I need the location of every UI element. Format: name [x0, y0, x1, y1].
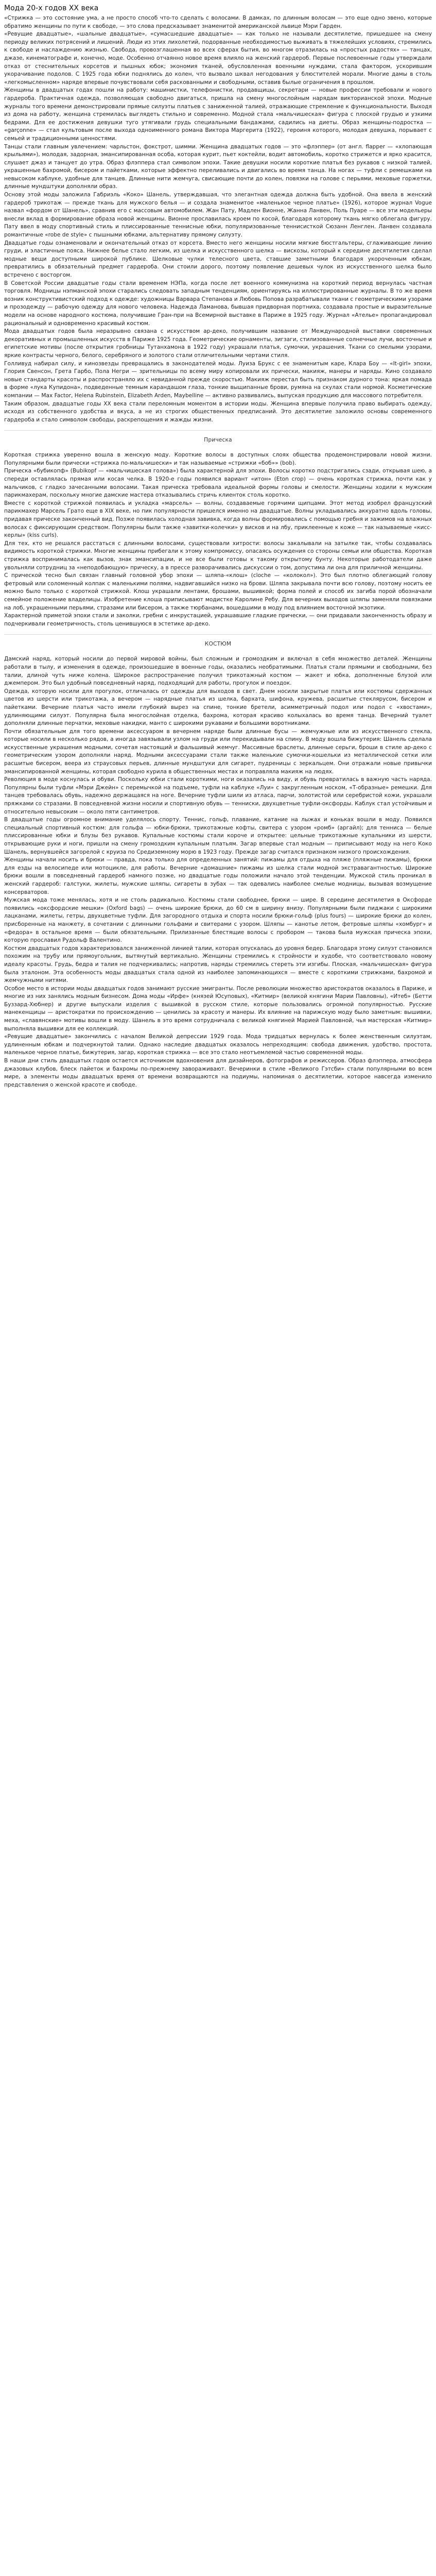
paragraph: Дамский наряд, который носили до первой мировой войны, был сложным и громоздким и включал в себя множество деталей. Женщины работали в тылу, и изменения в одежде, произошедшие в военные годы, оказались необратимыми. Платья стали прямыми и свободными, без талии, длиной чуть ниже колена. Широкое распространение получил трикотажный костюм — жакет и юбка, дополненные блузой или джемпером. Это был удобный повседневный наряд, подходящий для работы, прогулок и поездок.: [4, 656, 432, 687]
paragraph: Вместе с короткой стрижкой появилась и укладка «марсель» — волны, создаваемые горячими щипцами. Этот метод изобрел французский парикмахер Марсель Грато еще в XIX веке, но пик популярности пришелся именно на двадцатые. Волны укладывались аккуратно вдоль головы, придавая прическе законченный вид. Позже появилась холодная завивка, когда волны формировались с помощью гребня и зажимов на влажных волосах с фиксирующим средством. Популярны были также «завитки-колечки» у висков и на лбу, приклеенные к коже — так называемые «кисс-керлы» (kiss curls).: [4, 500, 432, 539]
paragraph: Для тех, кто не решался расстаться с длинными волосами, существовали хитрости: волосы закалывали на затылке так, чтобы создавалась видимость короткой стрижки. Многие женщины прибегали к этому компромиссу, опасаясь осуждения со стороны семьи или общества. Короткая стрижка воспринималась как вызов, знак эмансипации, и не все были готовы к такому открытому бунту. Некоторые работодатели даже увольняли сотрудниц за «неподобающую» прическу, а в прессе разворачивались дискуссии о том, допустима ли она для приличной женщины.: [4, 540, 432, 571]
paragraph: Голливуд набирал силу, и кинозвезды превращались в законодателей моды. Луиза Брукс с ее знаменитым каре, Клара Боу — «It-girl» эпохи, Глория Свенсон, Грета Гарбо, Пола Негри — зрительницы по всему миру копировали их прически, макияж, манеры и наряды. Кино создавало новые стандарты красоты и распространяло их с невиданной прежде скоростью. Макияж перестал быть признаком дурного тона: яркая помада в форме «лука Купидона», подведенные темным карандашом глаза, тонкие выщипанные брови, румяна на скулах стали нормой. Косметические компании — Max Factor, Helena Rubinstein, Elizabeth Arden, Maybelline — активно развивались, выпуская продукцию для массового потребителя.: [4, 360, 432, 399]
section-divider: [4, 634, 432, 635]
paragraph: Революция в моде коснулась и обуви. Поскольку юбки стали короткими, ноги оказались на виду, и обувь превратилась в важную часть наряда. Популярны были туфли «Мэри Джейн» с перемычкой на подъеме, туфли на каблуке «Луи» с закругленным носком, «Т-образные» ремешки. Для танцев требовалась обувь, надежно держащаяся на ноге. Вечерние туфли шили из атласа, парчи, золотистой или серебристой кожи, украшали пряжками со стразами. В повседневной жизни носили и спортивную обувь — тенниски, двухцветные туфли-оксфорды. Каблук стал устойчивым и относительно невысоким — около пяти сантиметров.: [4, 776, 432, 815]
paragraph: Характерной приметой эпохи стали и заколки, гребни с инкрустацией, украшавшие гладкие прически, — они придавали законченность образу и подчеркивали геометричность, столь ценившуюся в эстетике ар-деко.: [4, 613, 432, 627]
paragraph: Женщины начали носить и брюки — правда, пока только для определенных занятий: пижамы для отдыха на пляже (пляжные пижамы), брюки для езды на велосипеде или мотоцикле, для работы. Вечерние «домашние» пижамы из шелка стали модной экстравагантностью. Широкие брюки вошли в повседневный гардероб намного позже, но двадцатые годы положили начало этой тенденции. Мужской стиль проникал в женский гардероб: галстуки, жилеты, мужские шляпы, сигареты в зубах — так одевались наиболее смелые модницы, вызывая возмущение консерваторов.: [4, 857, 432, 895]
paragraph: Танцы стали главным увлечением: чарльстон, фокстрот, шимми. Женщина двадцатых годов — это «флэппер» (от англ. flapper — «хлопающая крыльями»), молодая, задорная, эмансипированная особа, которая курит, пьет коктейли, водит автомобиль, коротко стрижется и ярко красится, слушает джаз и танцует до утра. Образ флэппера стал символом эпохи. Такие девушки носили короткие платья без рукавов с низкой талией, украшенные бахромой, бисером и пайетками, которые эффектно переливались и двигались во время танца. На ногах — туфли с ремешками на невысоком каблуке, удобные для танцев. Длинные нити жемчуга, свисающие почти до колен, повязки на голове с перьями, меховые горжетки, длинные мундштуки дополняли образ.: [4, 143, 432, 190]
section-heading-costume: КОСТЮМ: [204, 641, 232, 648]
paragraph: В наши дни стиль двадцатых годов остается источником вдохновения для дизайнеров, фотографов и режиссеров. Образ флэппера, атмосфера джазовых клубов, блеск пайеток и бахромы по-прежнему завораживают. Вечеринки в стиле «Великого Гэтсби» стали популярными во всем мире, а элементы моды двадцатых время от времени возвращаются на подиумы, напоминая о десятилетии, которое навсегда изменило представления о женской красоте и свободе.: [4, 1058, 432, 1088]
paragraph: Мужская мода тоже менялась, хотя и не столь радикально. Костюмы стали свободнее, брюки — шире. В середине десятилетия в Оксфорде появились «оксфордские мешки» (Oxford bags) — очень широкие брюки, до 60 см в ширину внизу. Популярными были пиджаки с широкими лацканами, жилеты, гетры, двухцветные туфли. Для загородного отдыха и спорта носили брюки-гольф (plus fours) — широкие брюки до колен, присборенные на манжету, в сочетании с длинными гольфами и свитерами с узором. Шляпы — канотье летом, фетровые шляпы «хомбург» и «федора» в остальное время — были обязательными. Прилизанные блестящие волосы с пробором — такова была мужская прическа эпохи, которую прославил Рудольф Валентино.: [4, 897, 432, 944]
paragraph: Мода двадцатых годов была неразрывно связана с искусством ар-деко, получившим название от Международной выставки современных декоративных и промышленных искусств в Париже 1925 года. Геометрические орнаменты, зигзаги, стилизованные солнечные лучи, восточные и египетские мотивы (после открытия гробницы Тутанхамона в 1922 году) украшали платья, сумочки, украшения. Ткани со смелыми узорами, яркие контрасты черного, белого, серебряного и золотого стали отличительными чертами стиля.: [4, 328, 432, 359]
paragraph: Короткая стрижка уверенно вошла в женскую моду. Короткие волосы в доступных слоях общества продемонстрировали новой жизни. Популярными были прически «стрижка по-мальчишески» и так называемые «стрижки «боб»» (bob).: [4, 452, 432, 466]
paragraph: Основу этой моды заложила Габриэль «Коко» Шанель, утверждавшая, что элегантная одежда должна быть удобной. Она ввела в женский гардероб трикотаж — прежде ткань для мужского белья — и создала знаменитое «маленькое черное платье» (1926), которое журнал Vogue назвал «фордом от Шанель», сравнив его с массовым автомобилем. Жан Пату, Мадлен Вионне, Жанна Ланвен, Поль Пуаре — все эти модельеры внесли вклад в формирование образа новой женщины. Вионне прославилась кроем по косой, благодаря которому ткань мягко облегала фигуру. Пату ввел в моду спортивный стиль и плиссированные теннисные юбки, популяризованные теннисисткой Сюзанн Ленглен. Ланвен создавала романтичные «robe de style» с пышными юбками, альтернативу прямому силуэту.: [4, 192, 432, 239]
paragraph: Костюм двадцатых годов характеризовался заниженной линией талии, которая опускалась до уровня бедер. Благодаря этому силуэт становился похожим на трубу или прямоугольник, вытянутый вертикально. Женщины стремились к стройности и худобе, что соответствовало новому идеалу красоты. Грудь, бедра и талия не подчеркивались; напротив, наряды стремились стереть эти изгибы. Плоская, «мальчишеская» фигура была эталоном. Эта особенность моды двадцатых стала одной из наиболее запоминающихся — вместе с короткими стрижками, бахромой и жемчужными нитями.: [4, 945, 432, 984]
section-heading-hair: Прическа: [204, 437, 232, 444]
paragraph: Одежда, которую носили для прогулок, отличалась от одежды для выходов в свет. Днем носили закрытые платья или костюмы сдержанных цветов из шерсти или трикотажа, а вечером — нарядные платья из шелка, бархата, шифона, кружева, расшитые стеклярусом, бисером и пайетками. Вечерние платья часто имели глубокий вырез на спине, тонкие бретели, асимметричный подол или подол с «хвостами», удлиняющими силуэт. Популярна была многослойная отделка, бахрома, которая красиво колыхалась во время танца. Вечерний туалет дополняли длинные перчатки, меховые накидки, манто с широкими рукавами и большими воротниками.: [4, 688, 432, 727]
paragraph: С прической тесно был связан главный головной убор эпохи — шляпа-«клош» (cloche — «колокол»). Это был плотно облегающий голову фетровый или соломенный колпак с маленькими полями, надвигавшийся низко на брови. Шляпа закрывала почти всю голову, поэтому носить ее можно было только с короткой стрижкой. Клош украшали лентами, брошами, вышивкой; форма полей и способ их загиба порой обозначали семейное положение владелицы. Изобретение клоша приписывают модистке Каролине Ребу. Для вечерних выходов шляпы заменяли повязками на лоб, украшенными перьями, стразами или бисером, а также тюрбанами, вошедшими в моду под влиянием восточной экзотики.: [4, 572, 432, 611]
paragraph: В двадцатые годы огромное внимание уделялось спорту. Теннис, гольф, плавание, катание на лыжах и коньках вошли в моду. Появился специальный спортивный костюм: для гольфа — юбки-брюки, трикотажные кофты, свитера с узором «ромб» (аргайл); для тенниса — белые плиссированные юбки и блузы без рукавов. Купальные костюмы стали короче и открытее: цельные трикотажные купальники из шерсти, открывающие руки и ноги, пришли на смену громоздким купальным платьям. Загар впервые стал модным — приписывают моду на него Коко Шанель, вернувшейся загорелой с круиза по Средиземному морю в 1923 году. Прежде загар считался признаком низкого происхождения.: [4, 817, 432, 855]
article-hair: [4, 451, 432, 628]
paragraph: Особое место в истории моды двадцатых годов занимают русские эмигранты. После революции множество аристократов оказалось в Париже, и многие из них занялись модным бизнесом. Дома моды «Ирфе» (князей Юсуповых), «Китмир» (великой княгини Марии Павловны), «Итеб» (Бетти Буззард-Хюбнер) и другие выпускали изделия с вышивкой в русском стиле, которые пользовались огромной популярностью. Русские манекенщицы — аристократки по происхождению — ценились за красоту и манеры. Их влияние на парижскую моду было заметным: вышивки, меха, «славянские» мотивы вошли в моду. Шанель в это время сотрудничала с великой княгиней Марией Павловной, чья мастерская «Китмир» выполняла вышивки для ее коллекций.: [4, 985, 432, 1032]
page-title: Мода 20-х годов XX века: [4, 4, 99, 12]
paragraph: «Стрижка — это состояние ума, а не просто способ что-то сделать с волосами. В дамках, по длинным волосам — это еще одно звено, которые обратимо женщины по пути к свободе, — это слова предсказывает знаменитой американской львице Мэри Гарден.: [4, 15, 432, 29]
page: [0, 0, 436, 1099]
article-costume: [4, 655, 432, 1089]
article-intro: [4, 14, 432, 424]
paragraph: «Ревущие двадцатые» закончились с началом Великой депрессии 1929 года. Мода тридцатых вернулась к более женственным силуэтам, удлиненным юбкам и подчеркнутой талии. Однако наследие двадцатых оказалось непреходящим: свобода движения, удобство, простота, маленькое черное платье, бижутерия, загар, короткая стрижка — все это стало неотъемлемой частью современной моды.: [4, 1033, 432, 1056]
paragraph: Почти обязательным для того времени аксессуаром в вечернем наряде были длинные бусы — жемчужные или из искусственного стекла, которые носили в несколько рядов, а иногда завязывали узлом на груди или перекидывали на спину. В моду вошла бижутерия: Шанель сделала искусственные украшения модными, сочетая настоящий и фальшивый жемчуг. Массивные браслеты, длинные серьги, броши в стиле ар-деко с геометрическим узором дополняли наряд. Модными аксессуарами стали также маленькие сумочки-кошельки из металлической сетки или расшитые бисером, веера из страусовых перьев, длинные мундштуки для сигарет, пудреницы с зеркальцем. Они отражали новые привычки эмансипированной женщины, которая свободно курила в общественных местах и поправляла макияж на людях.: [4, 728, 432, 775]
paragraph: Таким образом, двадцатые годы XX века стали переломным моментом в истории моды. Женщина впервые получила право выбирать одежду, исходя из собственного удобства и вкуса, а не из строгих общественных предписаний. Это десятилетие заложило основы современного гардероба и стало символом свободы, раскрепощения и жажды жизни.: [4, 400, 432, 423]
paragraph: Двадцатые годы ознаменовали и окончательный отказ от корсета. Вместо него женщины носили мягкие бюстгальтеры, сглаживающие линию груди, и эластичные пояса. Нижнее белье стало легким, из шелка и искусственного шелка — вискозы, который к середине десятилетия сделал модные вещи доступными широкой публике. Шелковые чулки телесного цвета, ставшие заметными благодаря укороченным юбкам, превратились в обязательный предмет гардероба. Они стоили дорого, поэтому появление дешевых чулок из искусственного шелка было встречено с восторгом.: [4, 240, 432, 278]
section-divider: [4, 430, 432, 431]
paragraph: «Ревущие двадцатые», «шальные двадцатые», «сумасшедшие двадцатые» — как только не называли десятилетие, пришедшее на смену периоду великих потрясений и лишений. Люди из этих лихолетий, подорванные необходимостью выживать в тяжелейших условиях, стремились к свободе и наслаждению жизнью. Свобода, провозглашенная во всех сферах бытия, во многом отразилась на «простых радостях» — танцах, джазе, кинематографе и, конечно, моде. Особенно отчаянно новое время влияло на женский гардероб. Первые послевоенные годы утверждали отказ от стеснительных корсетов и пышных юбок; экономия тканей, обусловленная военными нуждами, стала фактором, ускорившим укорачивание подолов. С 1925 года юбки поднялись до колен, что вызвало шквал негодования у блюстителей морали. Многие дамы в столь «легкомысленном» наряде впервые почувствовали себя раскованными и свободными, оставив былые ограничения в прошлом.: [4, 31, 432, 86]
paragraph: Женщины в двадцатых годах пошли на работу: машинистки, телефонистки, продавщицы, секретари — новые профессии требовали и нового гардероба. Практичная одежда, позволяющая свободно двигаться, пришла на смену многослойным нарядам викторианской эпохи. Модные журналы того времени демонстрировали прямые силуэты платьев с заниженной талией, отражающие стремление к функциональности. Выходя из дома на работу, женщина стремилась выглядеть стильно и современно. Модной стала «мальчишеская» фигура с плоской грудью и узкими бедрами. Для ее достижения девушки туго утягивали грудь специальными бандажами, садились на диеты. Образ женщины-подростка — «garçonne» — стал культовым после выхода одноименного романа Виктора Маргерита (1922), героиня которого, молодая девушка, порывает с семьей и традиционными ценностями.: [4, 87, 432, 142]
paragraph: Прическа «бубикопф» (Bubikopf — «мальчишеская голова») была характерной для эпохи. Волосы коротко подстригались сзади, открывая шею, а спереди оставлялась прямая или косая челка. В 1920-е годы появился вариант «итон» (Eton crop) — очень короткая стрижка, почти как у мальчиков, с гладко зачесанными волосами. Такая прическа требовала идеальной формы головы и смелости. Женщины ходили к мужским парикмахерам, поскольку многие дамские мастера отказывались стричь клиенток столь коротко.: [4, 468, 432, 499]
paragraph: В Советской России двадцатые годы стали временем НЭПа, когда после лет военного коммунизма на короткий период вернулась частная торговля. Модницы нэпманской эпохи старались следовать западным тенденциям, ориентируясь на иллюстрированные журналы. В то же время возник конструктивистский подход к одежде: художницы Варвара Степанова и Любовь Попова разрабатывали ткани с геометрическими узорами и прозодежду — рабочую одежду для нового человека. Надежда Ламанова, бывшая придворная портниха, создавала простые и выразительные модели на основе народного костюма, получившие Гран-при на Всемирной выставке в Париже в 1925 году. Журнал «Ателье» пропагандировал рациональный и одновременно красивый костюм.: [4, 280, 432, 327]
